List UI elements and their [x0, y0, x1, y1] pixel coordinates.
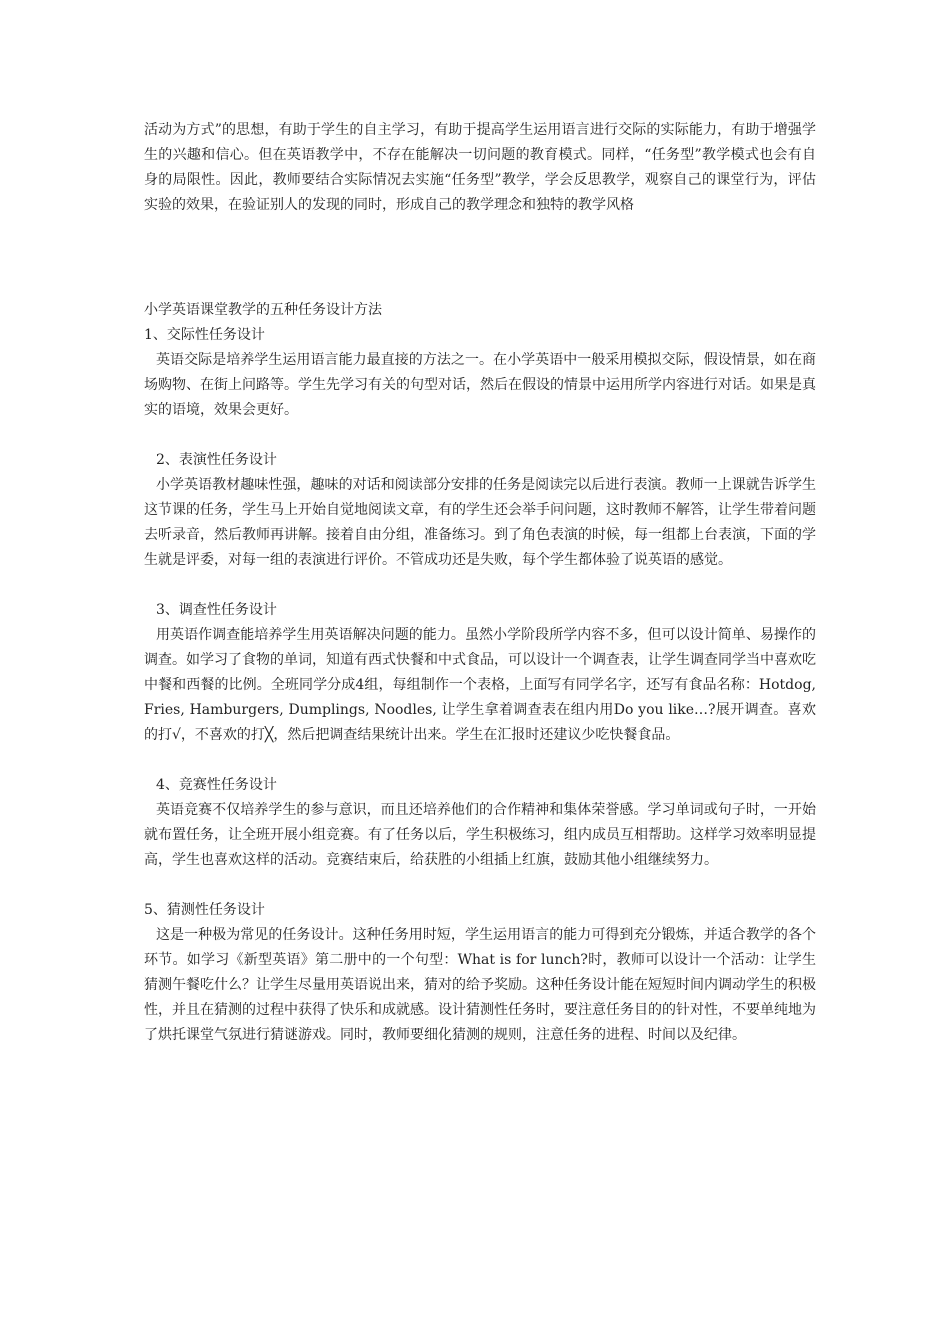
section-body: 用英语作调查能培养学生用英语解决问题的能力。虽然小学阶段所学内容不多，但可以设计简单、易操作的调查。如学习了食物的单词，知道有西式快餐和中式食品，可以设计一个调查表，让学生调查同学当中喜欢吃中餐和西餐的比例。全班同学分成4组，每组制作一个表格，上面写有同学名字，还写有食品名称：Hotdog, Fries, Hamburgers, Dumplings, Noodles, 让学生拿着调查表在组内用Do you like…?展开调查。喜欢的打√，不喜欢的打╳，然后把调查结果统计出来。学生在汇报时还建议少吃快餐食品。 — [144, 627, 816, 743]
article-title: 小学英语课堂教学的五种任务设计方法 — [144, 302, 382, 318]
section-body: 小学英语教材趣味性强，趣味的对话和阅读部分安排的任务是阅读完以后进行表演。教师一上课就告诉学生这节课的任务，学生马上开始自觉地阅读文章，有的学生还会举手问问题，这时教师不解答，让学生带着问题去听录音，然后教师再讲解。接着自由分组，准备练习。到了角色表演的时候，每一组都上台表演，下面的学生就是评委，对每一组的表演进行评价。不管成功还是失败，每个学生都体验了说英语的感觉。 — [144, 477, 816, 568]
section-body: 英语竞赛不仅培养学生的参与意识，而且还培养他们的合作精神和集体荣誉感。学习单词或句子时，一开始就布置任务，让全班开展小组竞赛。有了任务以后，学生积极练习，组内成员互相帮助。这样学习效率明显提高，学生也喜欢这样的活动。竞赛结束后，给获胜的小组插上红旗，鼓励其他小组继续努力。 — [144, 802, 816, 868]
section-heading: 2、表演性任务设计 — [156, 452, 277, 468]
section-heading: 3、调查性任务设计 — [156, 602, 277, 618]
section-heading: 4、竞赛性任务设计 — [156, 777, 277, 793]
section-body: 这是一种极为常见的任务设计。这种任务用时短，学生运用语言的能力可得到充分锻炼，并适合教学的各个环节。如学习《新型英语》第二册中的一个句型：What is for lunch?时，教师可以设计一个活动：让学生猜测午餐吃什么？让学生尽量用英语说出来，猜对的给予奖励。这种任务设计能在短短时间内调动学生的积极性，并且在猜测的过程中获得了快乐和成就感。设计猜测性任务时，要注意任务目的的针对性，不要单纯地为了烘托课堂气氛进行猜谜游戏。同时，教师要细化猜测的规则，注意任务的进程、时间以及纪律。 — [144, 927, 816, 1043]
document-page — [144, 118, 816, 1073]
section-competition — [144, 773, 816, 873]
section-communicative — [144, 323, 816, 423]
section-survey — [144, 598, 816, 748]
section-heading: 5、猜测性任务设计 — [144, 902, 265, 918]
intro-paragraph: 活动为方式”的思想，有助于学生的自主学习，有助于提高学生运用语言进行交际的实际能力，有助于增强学生的兴趣和信心。但在英语教学中，不存在能解决一切问题的教育模式。同样，“任务型”教学模式也会有自身的局限性。因此，教师要结合实际情况去实施“任务型”教学，学会反思教学，观察自己的课堂行为，评估实验的效果，在验证别人的发现的同时，形成自己的教学理念和独特的教学风格 — [144, 122, 816, 213]
section-heading: 1、交际性任务设计 — [144, 327, 265, 343]
section-body: 英语交际是培养学生运用语言能力最直接的方法之一。在小学英语中一般采用模拟交际，假设情景，如在商场购物、在街上问路等。学生先学习有关的句型对话，然后在假设的情景中运用所学内容进行对话。如果是真实的语境，效果会更好。 — [144, 352, 816, 418]
section-guessing — [144, 898, 816, 1048]
section-performance — [144, 448, 816, 573]
